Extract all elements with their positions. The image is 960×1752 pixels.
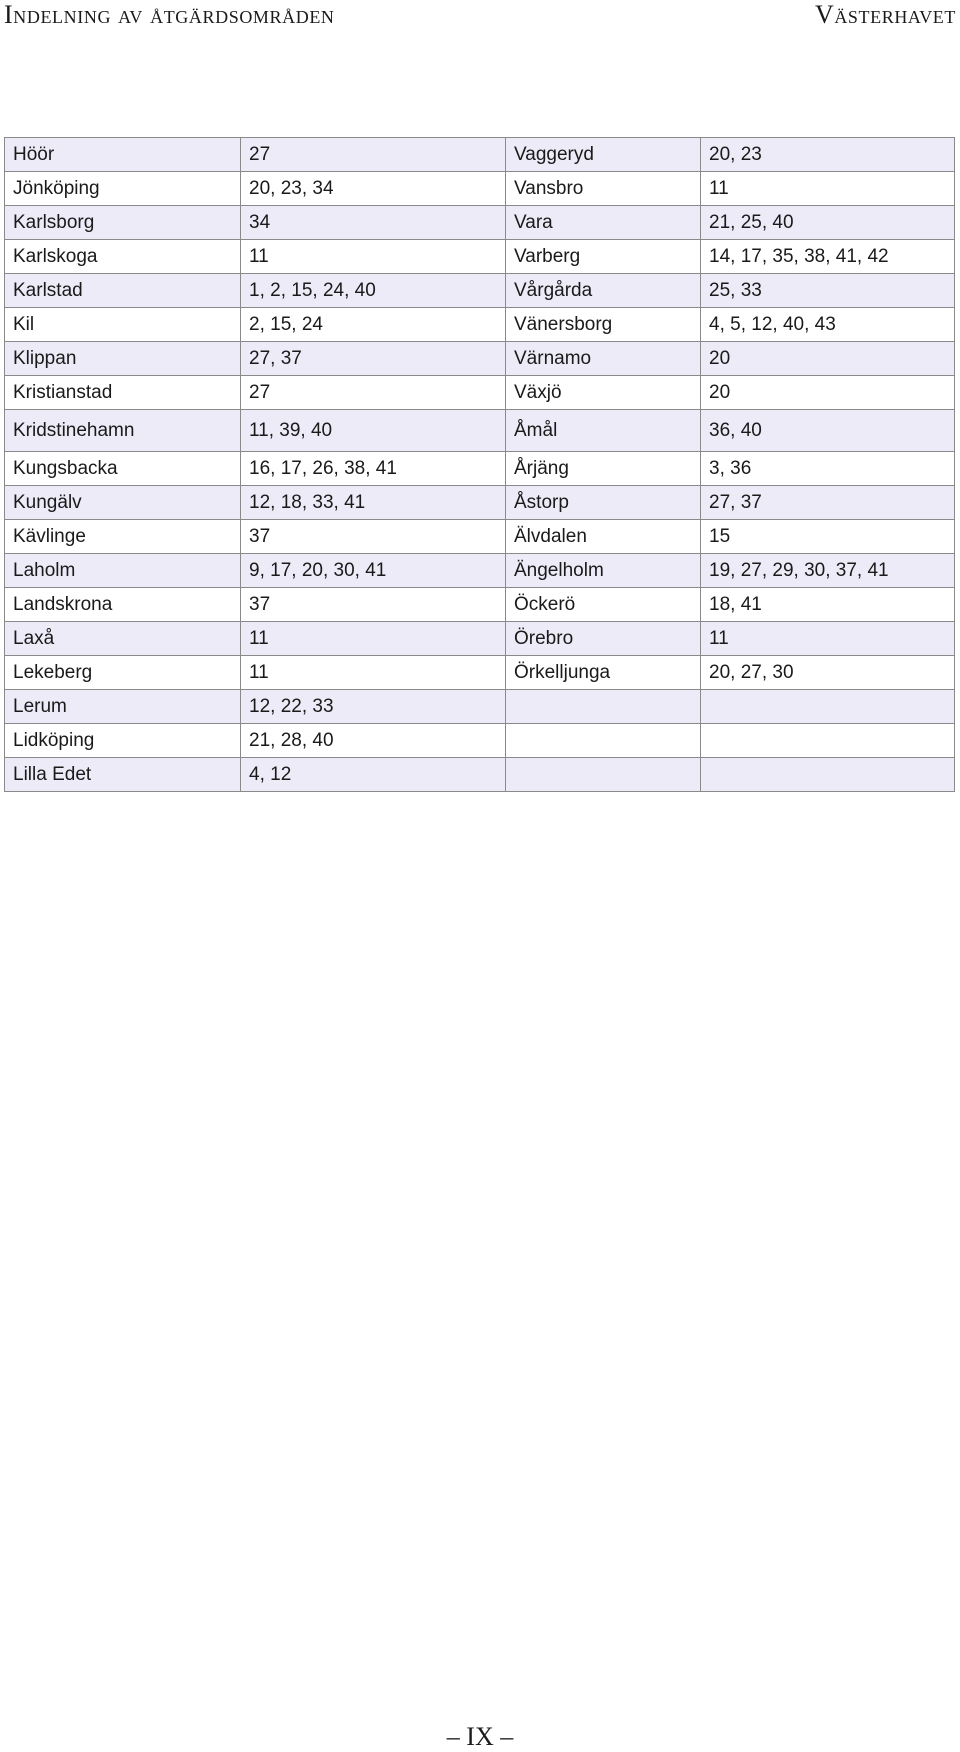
table-row <box>5 622 955 656</box>
table-row <box>5 410 955 452</box>
cell-municipality-right: Värnamo <box>506 342 701 376</box>
cell-areas-right: 15 <box>701 520 955 554</box>
cell-areas-left: 11 <box>241 622 506 656</box>
cell-municipality-left: Kristianstad <box>5 376 241 410</box>
table-row <box>5 452 955 486</box>
cell-areas-right <box>701 758 955 792</box>
cell-municipality-right: Vara <box>506 206 701 240</box>
table-row <box>5 588 955 622</box>
table-row <box>5 554 955 588</box>
cell-municipality-left: Karlskoga <box>5 240 241 274</box>
cell-municipality-right: Ängelholm <box>506 554 701 588</box>
cell-areas-right: 21, 25, 40 <box>701 206 955 240</box>
cell-areas-right: 18, 41 <box>701 588 955 622</box>
cell-areas-left: 11 <box>241 656 506 690</box>
cell-municipality-right: Åstorp <box>506 486 701 520</box>
cell-municipality-right: Växjö <box>506 376 701 410</box>
cell-municipality-left: Klippan <box>5 342 241 376</box>
cell-municipality-right: Örebro <box>506 622 701 656</box>
cell-municipality-left: Laxå <box>5 622 241 656</box>
cell-municipality-right: Vansbro <box>506 172 701 206</box>
cell-municipality-left: Kridstinehamn <box>5 410 241 452</box>
cell-areas-right: 36, 40 <box>701 410 955 452</box>
cell-municipality-left: Kil <box>5 308 241 342</box>
header-section-title: Indelning av åtgärdsområden <box>4 0 335 29</box>
table-row <box>5 172 955 206</box>
cell-areas-right: 4, 5, 12, 40, 43 <box>701 308 955 342</box>
cell-areas-left: 37 <box>241 588 506 622</box>
cell-areas-right: 14, 17, 35, 38, 41, 42 <box>701 240 955 274</box>
cell-municipality-left: Lerum <box>5 690 241 724</box>
cell-municipality-right <box>506 724 701 758</box>
cell-municipality-left: Lilla Edet <box>5 758 241 792</box>
cell-areas-left: 37 <box>241 520 506 554</box>
cell-municipality-left: Lekeberg <box>5 656 241 690</box>
cell-municipality-left: Laholm <box>5 554 241 588</box>
table-row <box>5 656 955 690</box>
running-header <box>4 0 956 40</box>
table-row <box>5 486 955 520</box>
cell-municipality-right <box>506 758 701 792</box>
cell-areas-left: 27, 37 <box>241 342 506 376</box>
cell-municipality-right: Vårgårda <box>506 274 701 308</box>
cell-municipality-left: Landskrona <box>5 588 241 622</box>
cell-municipality-left: Lidköping <box>5 724 241 758</box>
cell-municipality-right: Årjäng <box>506 452 701 486</box>
table-row <box>5 690 955 724</box>
table-body <box>5 138 955 792</box>
table-row <box>5 342 955 376</box>
cell-areas-right: 11 <box>701 622 955 656</box>
cell-municipality-left: Kungälv <box>5 486 241 520</box>
cell-municipality-right: Varberg <box>506 240 701 274</box>
cell-areas-right: 25, 33 <box>701 274 955 308</box>
cell-municipality-right <box>506 690 701 724</box>
table-row <box>5 274 955 308</box>
table-row <box>5 138 955 172</box>
cell-areas-left: 12, 22, 33 <box>241 690 506 724</box>
table-row <box>5 308 955 342</box>
cell-areas-right: 27, 37 <box>701 486 955 520</box>
cell-municipality-right: Vänersborg <box>506 308 701 342</box>
table-row <box>5 724 955 758</box>
table-row <box>5 240 955 274</box>
cell-areas-left: 4, 12 <box>241 758 506 792</box>
cell-areas-left: 21, 28, 40 <box>241 724 506 758</box>
cell-areas-right: 3, 36 <box>701 452 955 486</box>
cell-areas-left: 11, 39, 40 <box>241 410 506 452</box>
cell-municipality-right: Åmål <box>506 410 701 452</box>
table-row <box>5 376 955 410</box>
cell-areas-left: 11 <box>241 240 506 274</box>
table-row <box>5 520 955 554</box>
page-number: – IX – <box>446 1722 514 1751</box>
table-row <box>5 758 955 792</box>
cell-municipality-left: Kävlinge <box>5 520 241 554</box>
header-region-title: Västerhavet <box>814 0 956 29</box>
cell-areas-right <box>701 690 955 724</box>
cell-municipality-left: Karlstad <box>5 274 241 308</box>
cell-municipality-right: Vaggeryd <box>506 138 701 172</box>
cell-areas-right: 11 <box>701 172 955 206</box>
cell-areas-right <box>701 724 955 758</box>
cell-areas-left: 2, 15, 24 <box>241 308 506 342</box>
cell-areas-right: 20, 27, 30 <box>701 656 955 690</box>
cell-areas-right: 20 <box>701 342 955 376</box>
cell-areas-right: 20 <box>701 376 955 410</box>
table-row <box>5 206 955 240</box>
cell-areas-left: 1, 2, 15, 24, 40 <box>241 274 506 308</box>
cell-areas-left: 20, 23, 34 <box>241 172 506 206</box>
cell-municipality-left: Kungsbacka <box>5 452 241 486</box>
cell-municipality-right: Älvdalen <box>506 520 701 554</box>
cell-municipality-left: Höör <box>5 138 241 172</box>
cell-areas-left: 27 <box>241 376 506 410</box>
cell-areas-right: 19, 27, 29, 30, 37, 41 <box>701 554 955 588</box>
cell-areas-right: 20, 23 <box>701 138 955 172</box>
cell-municipality-left: Jönköping <box>5 172 241 206</box>
cell-areas-left: 34 <box>241 206 506 240</box>
cell-areas-left: 16, 17, 26, 38, 41 <box>241 452 506 486</box>
cell-municipality-left: Karlsborg <box>5 206 241 240</box>
cell-areas-left: 27 <box>241 138 506 172</box>
municipality-index-table <box>4 137 955 792</box>
cell-areas-left: 12, 18, 33, 41 <box>241 486 506 520</box>
cell-municipality-right: Örkelljunga <box>506 656 701 690</box>
cell-areas-left: 9, 17, 20, 30, 41 <box>241 554 506 588</box>
cell-municipality-right: Öckerö <box>506 588 701 622</box>
